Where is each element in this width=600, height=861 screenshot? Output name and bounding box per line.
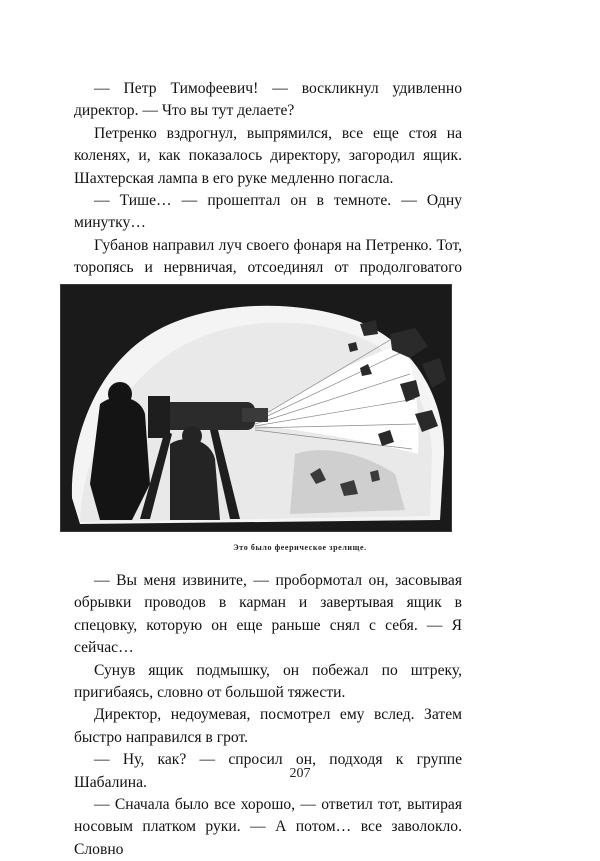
paragraph: — Петр Тимофеевич! — воскликнул удивленно директор. — Что вы тут делаете? — [74, 80, 462, 120]
paragraph: — Вы меня извините, — пробормотал он, засовывая обрывки проводов в карман и завертывая ящик в спецовку, которую он еще раньше снял с себя. — Я сейчас… — [74, 572, 462, 657]
paragraph: — Тише… — прошептал он в темноте. — Одну минутку… — [74, 192, 462, 232]
paragraph: Губанов направил луч своего фонаря на Петренко. Тот, торопясь и нервничая, отсоединял от продолговатого — [74, 236, 462, 277]
page-number: 207 — [289, 766, 311, 781]
paragraph: — Сначала было все хорошо, — ответил тот, вытирая носовым платком руки. — А потом… все заволокло. Словно — [74, 796, 462, 858]
paragraph: Петренко вздрогнул, выпрямился, все еще стоя на коленях, и, как показалось директору, загородил ящик. Шахтерская лампа в его руке медленно погасла. — [74, 124, 462, 187]
text-block-top — [74, 78, 462, 302]
illustration-caption: Это было феерическое зрелище. — [233, 543, 367, 552]
paragraph: Директор, недоумевая, посмотрел ему вслед. Затем быстро направился в грот. — [74, 706, 462, 746]
text-block-bottom — [74, 570, 462, 861]
paragraph: — Ну, как? — спросил он, подходя к группе Шабалина. — [74, 751, 462, 791]
illustration-mine-explosion — [60, 284, 452, 532]
paragraph: Сунув ящик подмышку, он побежал по штреку, пригибаясь, словно от большой тяжести. — [74, 661, 462, 702]
